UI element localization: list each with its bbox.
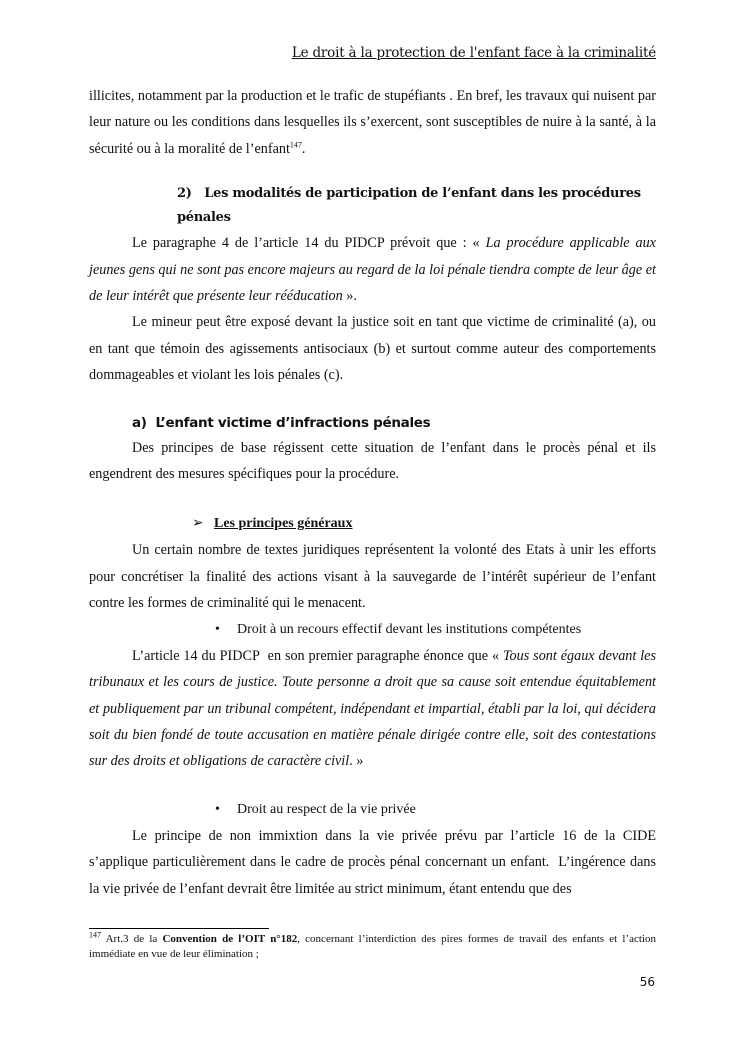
footnote-ref[interactable]: 147 (289, 140, 302, 150)
quote: Tous sont égaux devant les tribunaux et les cours de justice. Toute personne a droit que sa cause soit entendue équitablement et publiquement par un tribunal compétent, indépendant et impartial, établi par la loi, qui décidera soit du bien fondé de toute accusation en matière pénale dirigée contre elle, soit des contestations sur des droits et obligations de caractère civil (89, 647, 656, 770)
section-2-paragraph-2: Le mineur peut être exposé devant la justice soit en tant que victime de criminalité (a), ou en tant que témoin des agissements antisociaux (b) et surtout comme auteur des comportements dommageables et violant les lois pénales (c). (89, 314, 656, 384)
intro-paragraph: illicites, notamment par la production et le trafic de stupéfiants . En bref, les travaux qui nuisent par leur nature ou les conditions dans lesquelles ils s’exercent, sont susceptibles de nuire à la santé, à la sécurité ou à la moralité de l’enfant$^{147}$. (89, 88, 656, 157)
bullet-icon: • (215, 621, 220, 637)
section-a-heading: a) L’enfant victime d’infractions pénales (132, 414, 431, 431)
vie-privee-paragraph: Le principe de non immixtion dans la vie privée prévu par l’article 16 de la CIDE s’applique particulièrement dans le cadre de procès pénal concernant un enfant. L’ingérence dans la vie privée de l’enfant devrait être limitée au strict minimum, étant entendu que des (89, 827, 656, 897)
section-2-heading: 2) Les modalités de participation de l’enfant dans les procédures pénales (177, 186, 641, 226)
recours-paragraph: L’article 14 du PIDCP en son premier paragraphe énonce que « Tous sont égaux devant les tribunaux et les cours de justice. Toute personne a droit que sa cause soit entendue équitablement et publiquement par un tribunal compétent, indépendant et impartial, établi par la loi, qui décidera soit du bien fondé de toute accusation en matière pénale dirigée contre elle, soit des contestations sur des droits et obligations de caractère civil. » (89, 647, 656, 770)
page-body (89, 83, 656, 902)
bullet-vie-privee: • Droit au respect de la vie privée (215, 797, 656, 823)
section-a-paragraph: Des principes de base régissent cette situation de l’enfant dans le procès pénal et ils engendrent des mesures spécifiques pour la procédure. (89, 439, 656, 483)
footnote-number: 147 (89, 930, 101, 940)
principes-heading: ➢ Les principes généraux (192, 511, 656, 537)
page-number: 56 (639, 975, 655, 989)
quote: La procédure applicable aux jeunes gens qui ne sont pas encore majeurs au regard de la loi pénale tiendra compte de leur âge et de leur intérêt que présente leur rééducation (89, 235, 656, 305)
footnote: $^{147}$ Art.3 de la Convention de l’OIT n°182, concernant l’interdiction des pires formes de travail des enfants et l’action immédiate en vue de leur élimination ; (89, 930, 656, 960)
bullet-recours: • Droit à un recours effectif devant les institutions compétentes (215, 617, 656, 643)
footnote-separator (89, 928, 269, 929)
bullet-icon: • (215, 801, 220, 817)
section-2-paragraph-1: Le paragraphe 4 de l’article 14 du PIDCP prévoit que : « La procédure applicable aux jeunes gens qui ne sont pas encore majeurs au regard de la loi pénale tiendra compte de leur âge et de leur intérêt que présente leur rééducation ». (89, 235, 656, 305)
principes-paragraph: Un certain nombre de textes juridiques représentent la volonté des Etats à unir les efforts pour concrétiser la finalité des actions visant à la sauvegarde de l’intérêt supérieur de l’enfant contre les formes de criminalité qui le menacent. (89, 542, 656, 612)
arrow-bullet-icon: ➢ (192, 516, 204, 532)
running-header: Le droit à la protection de l'enfant face à la criminalité (291, 45, 656, 61)
